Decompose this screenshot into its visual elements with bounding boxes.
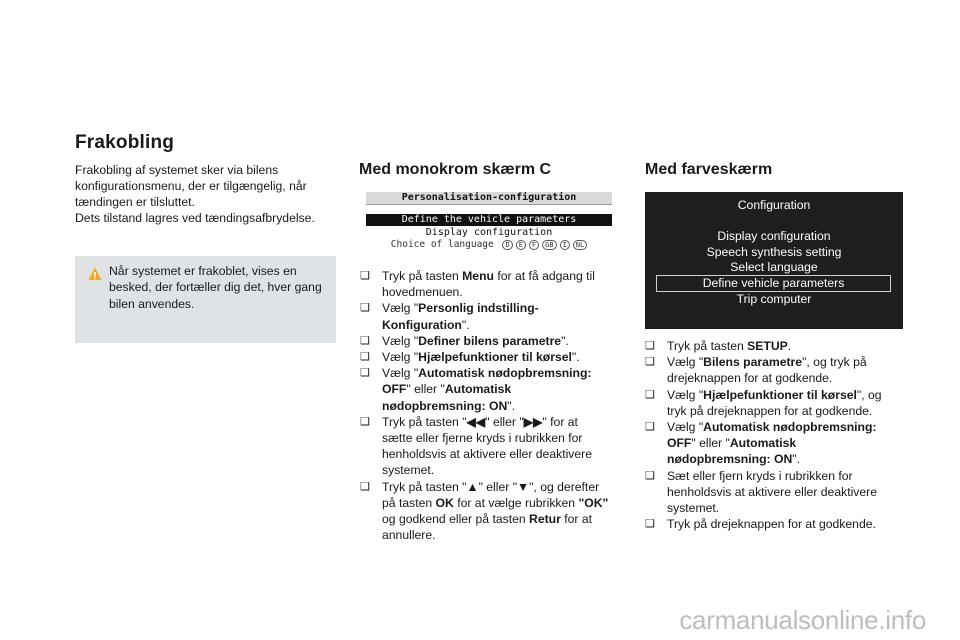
mono-screen [366,191,612,253]
step-text: Tryk på drejeknappen for at godkende. [667,517,876,532]
checkbox-icon: ❑ [645,388,655,401]
checkbox-icon: ❑ [645,518,655,531]
mono-heading: Med monokrom skærm C [359,161,552,178]
note-text: Når systemet er frakoblet, vises en besked, der fortæller dig det, hver gang bilen anvendes. [109,264,322,311]
step-text: ". [461,317,470,332]
checkbox-icon: ❑ [360,302,370,315]
mono-screen-item: Display configuration [425,227,553,238]
mono-screen-language-row [366,239,612,251]
step-text: Vælg " [667,420,704,435]
color-screen [645,192,903,329]
flag-icon: NL [573,240,587,250]
step-keyword: Retur [529,512,561,527]
checkbox-icon: ❑ [645,356,655,369]
step-keyword: Personlig indstilling-Konfiguration [382,301,539,332]
info-icon [88,267,102,281]
checkbox-icon: ❑ [360,270,370,282]
checkbox-icon: ❑ [645,421,655,434]
step-text: og godkend eller på tasten [382,512,530,527]
step-item [645,468,895,517]
step-text: Vælg " [382,366,419,381]
step-text: ". [792,452,800,467]
step-text: " eller " [485,414,524,429]
step-text: ". [571,350,580,365]
step-keyword: Definer bilens parametre [418,333,562,348]
step-text: for at annullere. [382,512,593,543]
checkbox-icon: ❑ [645,340,655,352]
step-keyword: ▲ [466,479,479,494]
step-text: Vælg " [667,355,704,370]
step-text: ". [507,398,515,413]
checkbox-icon: ❑ [645,469,655,482]
mono-screen-title: Personalisation-configuration [366,192,612,205]
step-keyword: Menu [462,269,494,283]
step-keyword: Hjælpefunktioner til kørsel [418,350,572,365]
step-item [360,479,610,544]
step-keyword: Automatisk nødopbremsning: OFF [667,420,877,451]
checkbox-icon: ❑ [360,415,370,428]
step-item [645,419,895,468]
mono-screen-selected: Define the vehicle parameters [366,214,612,226]
checkbox-icon: ❑ [360,480,370,493]
color-screen-item: Trip computer [736,292,812,306]
page-title: Frakobling [75,132,175,153]
step-text: " for at sætte eller fjerne kryds i rubrikken for henholdsvis at aktivere eller deaktivere systemet. [382,414,593,478]
step-text: " eller " [691,436,730,451]
step-item [360,268,610,300]
step-text: " eller " [478,479,518,494]
step-keyword: SETUP [747,339,788,353]
step-text: ", og tryk på drejeknappen for at godkende. [667,355,867,386]
step-keyword: Hjælpefunktioner til kørsel [703,387,857,402]
step-item [360,333,610,349]
footer-watermark: carmanualsonline.info [679,605,926,635]
step-keyword: OK [435,495,454,510]
step-text: Sæt eller fjern kryds i rubrikken for henholdsvis at aktivere eller deaktivere systemet. [667,468,878,516]
mono-steps [360,268,610,543]
step-text: Vælg " [667,387,704,402]
language-flags [499,239,587,250]
step-text: for at få adgang til hovedmenuen. [382,269,595,300]
step-text: ", og tryk på drejeknappen for at godkende. [667,387,882,418]
step-text: Vælg " [382,350,419,365]
step-text: Tryk på tasten " [382,414,467,429]
color-screen-item-selected: Define vehicle parameters [656,275,891,292]
flag-icon: F [529,240,539,250]
step-item [645,516,895,532]
note-box [75,256,336,343]
flag-icon: D [502,240,512,250]
flag-icon: E [516,240,526,250]
step-text: ", og derefter på tasten [382,479,600,510]
intro-paragraph: Frakobling af systemet sker via bilens konfigurationsmenu, der er tilgængelig, når tændingen er tilsluttet. Dets tilstand lagres ved tændingsafbrydelse. [75,163,315,225]
color-screen-title: Configuration [737,198,811,212]
color-screen-item: Select language [730,260,818,274]
checkbox-icon: ❑ [360,367,370,380]
step-keyword: ▼ [517,479,530,494]
checkbox-icon: ❑ [360,334,370,347]
step-keyword: ▶▶ [523,414,543,429]
step-text: Tryk på tasten [382,269,463,283]
step-text: for at vælge rubrikken [453,495,579,510]
step-item [360,349,610,365]
step-text: Tryk på tasten " [382,479,467,494]
step-text: ". [561,333,569,348]
color-screen-item: Display configuration [717,229,831,243]
step-text: Vælg " [382,333,419,348]
step-item [360,300,610,332]
step-keyword: Bilens parametre [703,355,803,370]
step-text: Tryk på tasten [667,339,748,353]
intro-text [75,162,345,226]
step-keyword: Automatisk nødopbremsning: ON [667,436,797,467]
step-keyword: Automatisk nødopbremsning: ON [382,382,512,413]
step-item [360,365,610,414]
flag-icon: GB [542,240,556,250]
checkbox-icon: ❑ [360,351,370,364]
mono-screen-language-label: Choice of language [390,239,494,250]
step-text: " eller " [406,382,445,397]
color-screen-item: Speech synthesis setting [706,245,842,259]
step-keyword: Automatisk nødopbremsning: OFF [382,366,592,397]
color-heading: Med farveskærm [645,161,773,178]
color-steps [645,338,895,532]
step-text: . [787,339,792,353]
step-item [645,354,895,386]
step-keyword: "OK" [578,495,609,510]
step-keyword: ◀◀ [466,414,486,429]
step-item [360,414,610,479]
step-text: Vælg " [382,301,419,316]
step-item [645,338,895,354]
step-item [645,387,895,419]
flag-icon: I [560,240,570,250]
